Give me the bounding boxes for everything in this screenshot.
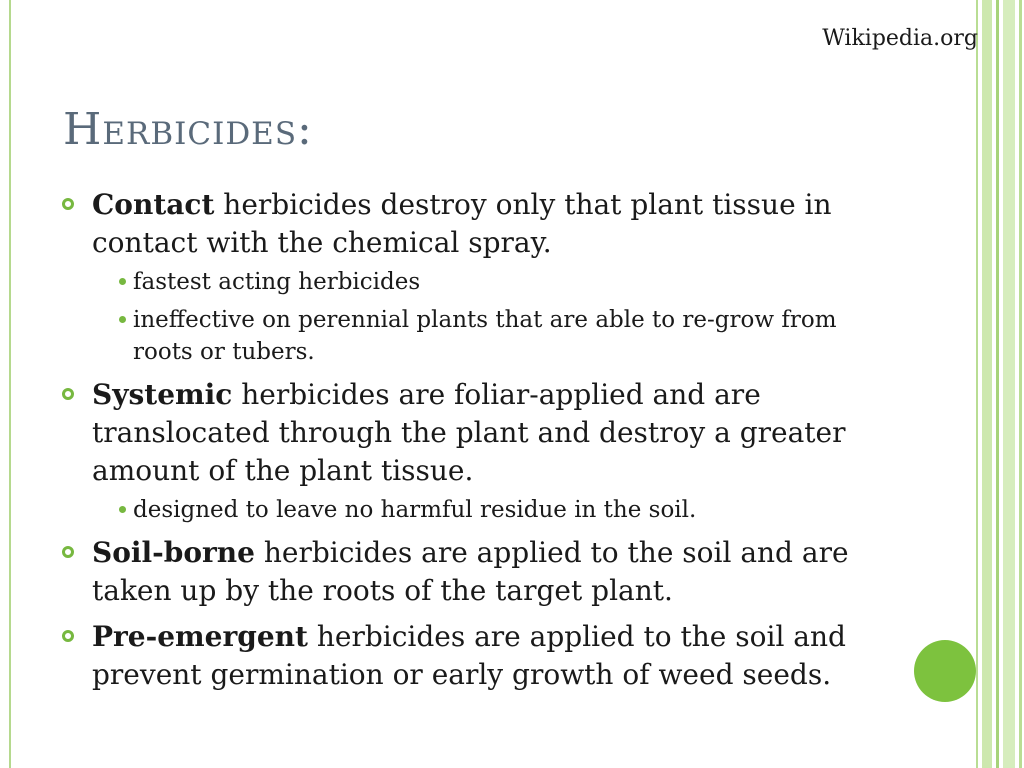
ring-bullet-icon	[62, 630, 74, 642]
stripe	[982, 0, 992, 768]
bullet-text	[92, 618, 882, 694]
bullet-term: Soil-borne	[92, 536, 255, 569]
bullet-text	[92, 186, 882, 262]
sub-bullet-text: designed to leave no harmful residue in the soil.	[133, 497, 697, 523]
slide-title: Herbicides:	[63, 104, 313, 155]
bullet-text	[92, 376, 882, 490]
bullet-list	[62, 186, 882, 702]
dot-bullet-icon	[119, 506, 126, 513]
source-label: Wikipedia.org	[822, 26, 978, 51]
bullet-item	[62, 186, 882, 368]
sub-bullet-text: ineffective on perennial plants that are able to re-grow from roots or tubers.	[133, 307, 837, 365]
bullet-text	[92, 534, 882, 610]
sub-bullet-item	[92, 304, 882, 368]
stripe	[1003, 0, 1015, 768]
ring-bullet-icon	[62, 388, 74, 400]
bullet-body: herbicides are applied to the soil and are taken up by the roots of the target plant.	[92, 536, 849, 607]
green-circle-icon	[914, 640, 976, 702]
bullet-body: herbicides are applied to the soil and prevent germination or early growth of weed seeds.	[92, 620, 846, 691]
stripe	[1019, 0, 1022, 768]
dot-bullet-icon	[119, 278, 126, 285]
left-border-line	[0, 0, 11, 768]
bullet-body: herbicides destroy only that plant tissue in contact with the chemical spray.	[92, 188, 832, 259]
bullet-term: Systemic	[92, 378, 233, 411]
sub-bullet-text: fastest acting herbicides	[133, 269, 421, 295]
dot-bullet-icon	[119, 316, 126, 323]
sub-bullet-item	[92, 266, 882, 298]
bullet-item	[62, 534, 882, 610]
bullet-term: Contact	[92, 188, 215, 221]
bullet-body: herbicides are foliar-applied and are translocated through the plant and destroy a greater amount of the plant tissue.	[92, 378, 846, 487]
bullet-item	[62, 618, 882, 694]
right-decorative-stripes	[976, 0, 1024, 768]
ring-bullet-icon	[62, 546, 74, 558]
stripe	[976, 0, 978, 768]
sub-bullet-item	[92, 494, 882, 526]
stripe	[996, 0, 999, 768]
bullet-term: Pre-emergent	[92, 620, 308, 653]
bullet-item	[62, 376, 882, 526]
ring-bullet-icon	[62, 198, 74, 210]
